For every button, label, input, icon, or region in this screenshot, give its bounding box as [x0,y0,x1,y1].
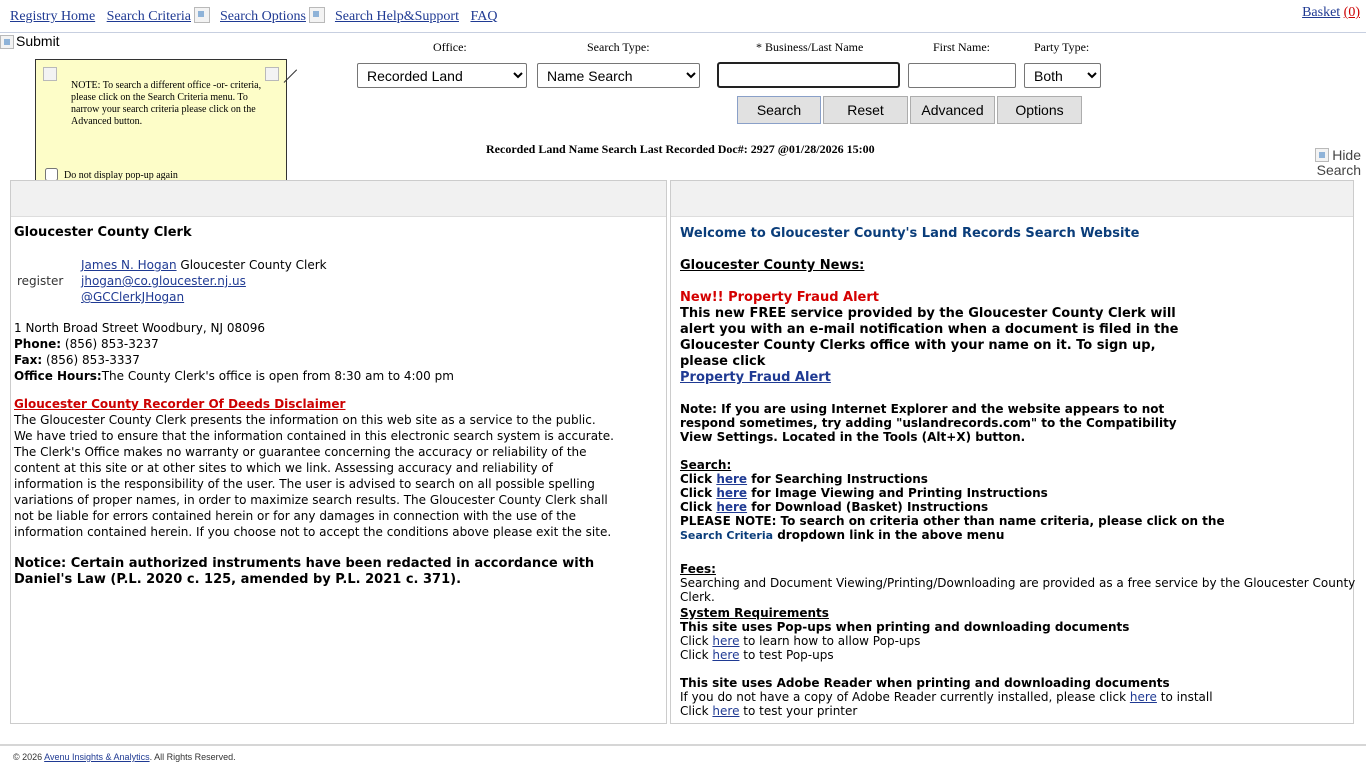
ie-note: Note: If you are using Internet Explorer and the website appears to not respond sometimes, try adding "uslandrecords.com" to the Compatibility View Settings. Located in the Tools (Alt+X) button. [680,402,1177,444]
fraud-alert-body: This new FREE service provided by the Gloucester County Clerk will alert you with an e-mail notification when a document is filed in the Gloucester County Clerks office with your name on it. To sign up, please click [680,306,1179,369]
hide-search-alt: Hide Search [1316,147,1361,178]
company-link[interactable]: Avenu Insights & Analytics [44,752,150,762]
dropdown-arrow-icon[interactable] [309,7,325,23]
click-text: Click [680,486,713,500]
adobe-install-post: to install [1160,690,1213,704]
disclaimer-title [14,396,345,412]
news-heading: Gloucester County News: [680,258,865,273]
clerk-email-link[interactable]: jhogan@co.gloucester.nj.us [81,274,246,288]
register-image: register [17,274,64,288]
rights-text: . All Rights Reserved. [149,752,236,762]
daniels-law-notice: Notice: Certain authorized instruments have been redacted in accordance with Daniel's Law (P.L. 2020 c. 125, amended by P.L. 2021 c. 371). [14,556,595,587]
adobe-note: This site uses Adobe Reader when printing and downloading documents [680,676,1170,690]
adobe-install-link[interactable]: here [1129,690,1157,704]
fraud-alert-heading: New!! Property Fraud Alert [680,290,879,305]
business-name-label: * Business/Last Name [756,40,864,54]
phone-label: Phone: [14,337,62,351]
clerk-name-link[interactable]: James N. Hogan [81,258,177,272]
registry-home-link[interactable]: Registry Home [10,9,96,24]
fraud-alert-text [680,306,1200,386]
office-select[interactable] [357,63,527,88]
popup-close-icon[interactable] [265,67,279,81]
click-text: Click [680,472,713,486]
copyright: © 2026 [13,752,43,762]
submit-alt-text: Submit [16,33,60,49]
last-recorded-status: Recorded Land Name Search Last Recorded Doc#: 2927 @01/28/2026 15:00 [486,142,875,156]
sys-heading: System Requirements [680,606,829,620]
download-instructions-link[interactable]: here [716,500,748,514]
search-type-select[interactable] [537,63,700,88]
search-options-menu[interactable]: Search Options [220,9,306,24]
basket-label[interactable]: Basket [1302,5,1341,20]
footer-divider [0,744,1366,746]
search-criteria-ref: Search Criteria [680,529,774,542]
hours-value: The County Clerk's office is open from 8:30 am to 4:00 pm [101,369,454,383]
reset-button[interactable]: Reset [823,96,908,124]
clerk-title: Gloucester County Clerk [14,225,192,240]
clerk-role: Gloucester County Clerk [180,258,327,272]
search-instructions-link[interactable]: here [716,472,748,486]
office-label: Office: [433,40,467,54]
test-printer-link[interactable]: here [712,704,740,718]
fraud-alert-link[interactable]: Property Fraud Alert [680,370,831,385]
popups-learn-text: to learn how to allow Pop-ups [743,634,921,648]
click-text: Click [680,634,709,648]
phone-value: (856) 853-3237 [64,337,159,351]
search-heading: Search: [680,458,732,472]
click-text: Click [680,648,709,662]
adobe-install-text: If you do not have a copy of Adobe Reader currently installed, please click [680,690,1127,704]
system-requirements-section [680,606,1213,718]
popups-note: This site uses Pop-ups when printing and downloading documents [680,620,1130,634]
submit-image-button[interactable] [0,33,60,49]
popup-note-text: NOTE: To search a different office -or- criteria, please click on the Search Criteria menu. To narrow your search criteria please click on the Advanced button. [71,80,262,127]
search-type-label: Search Type: [587,40,650,54]
party-type-select[interactable] [1024,63,1101,88]
clerk-contact [81,257,327,305]
image-instructions-link[interactable]: here [716,486,748,500]
hours-label: Office Hours: [14,369,102,383]
search-help-section [680,458,1225,543]
faq-link[interactable]: FAQ [470,9,498,24]
fees-heading: Fees: [680,562,716,576]
search-tip-popup [35,59,287,191]
party-type-label: Party Type: [1034,40,1090,54]
broken-image-icon [43,67,57,81]
panel-header [11,181,666,217]
dropdown-arrow-icon[interactable] [194,7,210,23]
fees-text: Searching and Document Viewing/Printing/Downloading are provided as a free service by the Gloucester County Clerk. [680,576,1356,604]
search-criteria-menu[interactable]: Search Criteria [106,9,192,24]
office-address: 1 North Broad Street Woodbury, NJ 08096 [14,321,265,335]
footer [13,752,236,762]
dont-display-label: Do not display pop-up again [64,170,178,181]
fax-label: Fax: [14,353,43,367]
options-button[interactable]: Options [997,96,1082,124]
help-support-link[interactable]: Search Help&Support [334,9,459,24]
disclaimer-text: The Gloucester County Clerk presents the information on this web site as a service to the public. We have tried to ensure that the information contained in this electronic search system is accurate. The Clerk's Office makes no warranty or guarantee concerning the accuracy or reliability of the content at this site or at other sites to which we link. Assessing accuracy and reliability of information is the responsibility of the user. The user is advised to search on all possible spelling variations of proper names, in order to maximize search results. The Gloucester County Clerk shall not be liable for errors contained herein or for any damages in connection with the use of the information contained herein. If you choose not to accept the conditions above please exit the site. [14,413,614,539]
fees-section [680,562,1366,604]
broken-image-icon [0,35,14,49]
test-popups-link[interactable]: here [712,648,740,662]
first-name-input[interactable] [908,63,1016,88]
advanced-button[interactable]: Advanced [910,96,995,124]
header-divider [0,32,1366,33]
disclaimer-link[interactable]: Gloucester County Recorder Of Deeds Disclaimer [14,397,346,411]
popups-test-text: to test Pop-ups [743,648,834,662]
please-note-text: PLEASE NOTE: To search on criteria other than name criteria, please click on the [680,514,1225,528]
top-nav [10,7,505,25]
printer-test-text: to test your printer [743,704,858,718]
click-text: Click [680,500,713,514]
hide-search-button[interactable] [1315,148,1361,178]
search-button[interactable]: Search [737,96,821,124]
basket-count[interactable]: (0) [1343,5,1360,20]
search-instructions-text: for Searching Instructions [751,472,928,486]
image-instructions-text: for Image Viewing and Printing Instructions [751,486,1048,500]
download-instructions-text: for Download (Basket) Instructions [751,500,989,514]
fax-value: (856) 853-3337 [45,353,140,367]
dropdown-text: dropdown link in the above menu [777,528,1005,542]
welcome-heading: Welcome to Gloucester County's Land Records Search Website [680,226,1140,241]
basket-link[interactable] [1302,5,1360,21]
panel-header [671,181,1353,217]
clerk-twitter-link[interactable]: @GCClerkJHogan [81,290,185,304]
click-text: Click [680,704,709,718]
business-name-input[interactable] [717,62,900,88]
broken-image-icon [1315,148,1329,162]
allow-popups-link[interactable]: here [712,634,740,648]
office-contact-info [14,320,454,384]
first-name-label: First Name: [933,40,990,54]
